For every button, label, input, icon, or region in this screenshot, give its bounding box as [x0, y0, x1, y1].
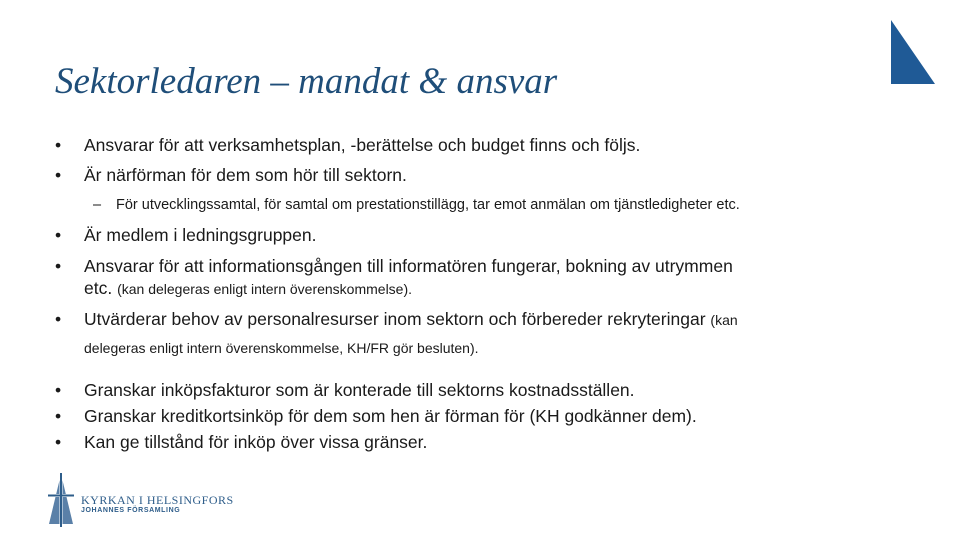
list-item: • Granskar inköpsfakturor som är konterade till sektorns kostnadsställen. [55, 380, 635, 400]
list-item: • Kan ge tillstånd för inköp över vissa gränser. [55, 432, 428, 452]
bullet-list [55, 134, 915, 453]
church-logo [45, 472, 245, 528]
logo-subtitle: JOHANNES FÖRSAMLING [81, 507, 181, 514]
sub-list-item: – För utvecklingssamtal, för samtal om prestationstillägg, tar emot anmälan om tjänstledigheter etc. [93, 197, 740, 213]
list-item: • Är närförman för dem som hör till sektorn. [55, 165, 407, 185]
list-item: • Är medlem i ledningsgruppen. [55, 225, 317, 245]
logo-title: KYRKAN I HELSINGFORS [81, 493, 234, 507]
list-item: • Ansvarar för att verksamhetsplan, -berättelse och budget finns och följs. [55, 135, 641, 155]
cross-emblem-icon [45, 472, 77, 528]
slide-title: Sektorledaren – mandat & ansvar [55, 61, 558, 102]
list-item: • Granskar kreditkortsinköp för dem som hen är förman för (KH godkänner dem). [55, 406, 697, 426]
triangle-mark-icon [891, 20, 935, 84]
list-item: • Utvärderar behov av personalresurser inom sektorn och förbereder rekryteringar (kan delegeras enligt intern överenskommelse, KH/FR gör besluten). [55, 309, 738, 356]
list-item: • Ansvarar för att informationsgången till informatören fungerar, bokning av utrymmen etc. (kan delegeras enligt intern överenskommelse). [55, 256, 733, 298]
